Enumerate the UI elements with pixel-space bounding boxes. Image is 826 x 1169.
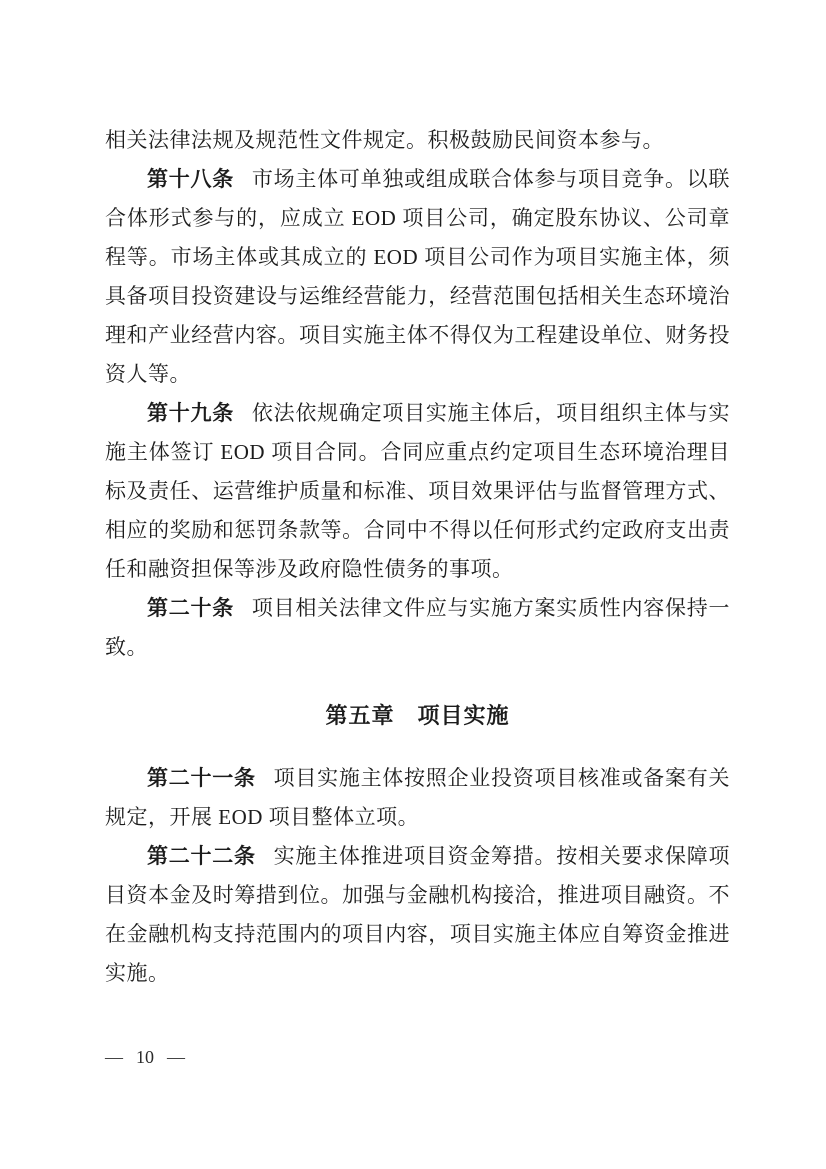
page-footer: [105, 1046, 185, 1068]
paragraph-text: 市场主体可单独或组成联合体参与项目竞争。以联合体形式参与的，应成立 EOD 项目公司，确定股东协议、公司章程等。市场主体或其成立的 EOD 项目公司作为项目实施主体，须具备项目投资建设与运维经营能力，经营范围包括相关生态环境治理和产业经营内容。项目实施主体不得仅为工程建设单位、财务投资人等。: [105, 167, 731, 386]
article-19-lead: 第十九条: [147, 402, 234, 425]
paragraph-text: 项目相关法律文件应与实施方案实质性内容保持一致。: [105, 596, 731, 659]
paragraph-text: 依法依规确定项目实施主体后，项目组织主体与实施主体签订 EOD 项目合同。合同应重点约定项目生态环境治理目标及责任、运营维护质量和标准、项目效果评估与监督管理方式、相应的奖励和惩罚条款等。合同中不得以任何形式约定政府支出责任和融资担保等涉及政府隐性债务的事项。: [105, 401, 731, 581]
paragraph-continuation: [105, 121, 730, 160]
paragraph-article-18: [105, 160, 730, 394]
paragraph-article-20: [105, 589, 730, 667]
paragraph-text: 实施主体推进项目资金筹措。按相关要求保障项目资本金及时筹措到位。加强与金融机构接洽，推进项目融资。不在金融机构支持范围内的项目内容，项目实施主体应自筹资金推进实施。: [105, 844, 731, 985]
document-body: [105, 121, 730, 993]
article-20-lead: 第二十条: [147, 597, 234, 620]
paragraph-article-19: [105, 394, 730, 589]
article-21-lead: 第二十一条: [147, 767, 256, 790]
article-18-lead: 第十八条: [147, 168, 234, 191]
footer-right-dash: —: [167, 1047, 185, 1067]
paragraph-article-21: [105, 759, 730, 837]
paragraph-text: 项目实施主体按照企业投资项目核准或备案有关规定，开展 EOD 项目整体立项。: [105, 766, 731, 829]
chapter-heading: 第五章 项目实施: [325, 703, 510, 728]
article-22-lead: 第二十二条: [147, 845, 256, 868]
page-number: 10: [136, 1047, 154, 1067]
paragraph-text: 相关法律法规及规范性文件规定。积极鼓励民间资本参与。: [105, 128, 664, 152]
paragraph-article-22: [105, 837, 730, 993]
footer-left-dash: —: [105, 1047, 123, 1067]
